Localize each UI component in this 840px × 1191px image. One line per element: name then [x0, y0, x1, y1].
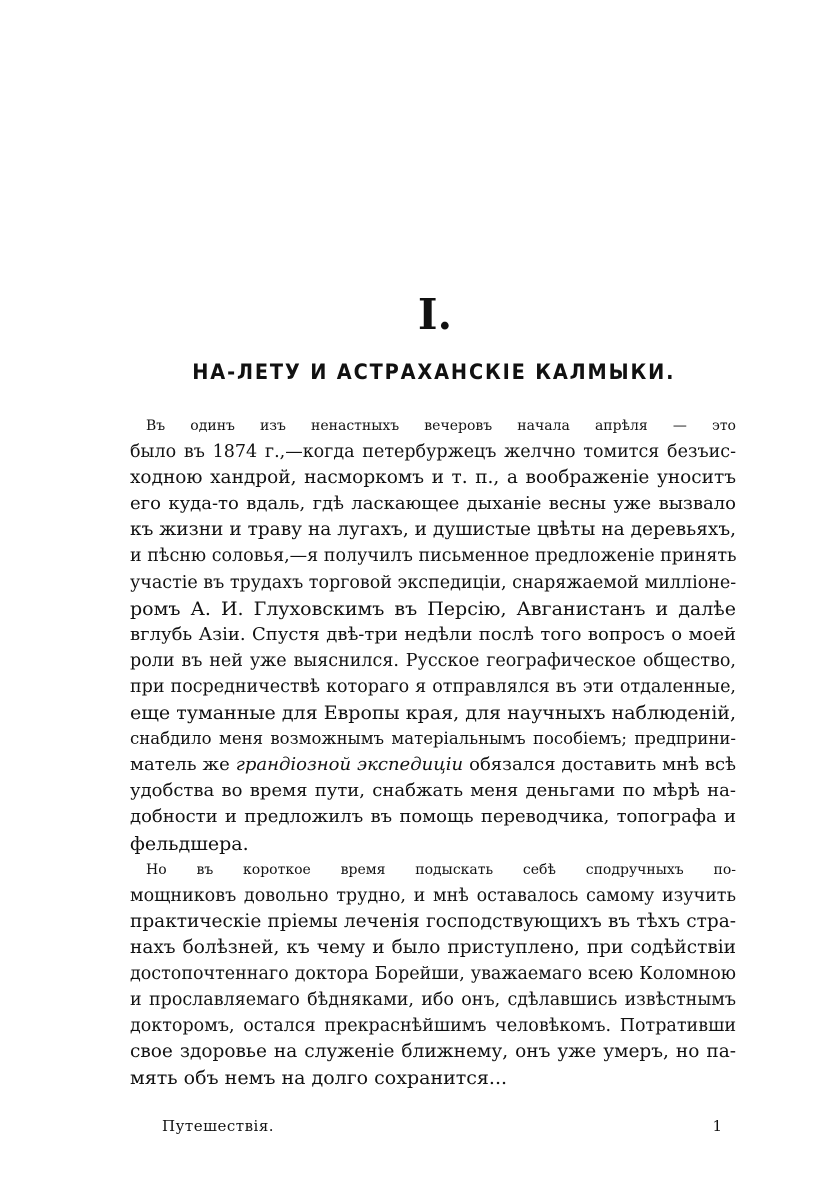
paragraph-1	[130, 413, 736, 857]
italic-phrase: грандіозной экспедиціи	[235, 754, 464, 776]
text-line: при посредничествѣ котораго я отправлялся въ эти отдаленные,	[130, 676, 736, 697]
text-line: его куда-то вдаль, гдѣ ласкающее дыханіе весны уже вызвало	[130, 493, 736, 515]
text-line: удобства во время пути, снабжать меня деньгами по мѣрѣ на-	[130, 780, 736, 802]
text-line: достопочтеннаго доктора Борейши, уважаемаго всею Коломною	[130, 963, 736, 984]
text-line: докторомъ, остался прекраснѣйшимъ человѣкомъ. Потративши	[130, 1016, 736, 1037]
text-line: Но въ короткое время подыскать себѣ сподручныхъ по-	[146, 861, 736, 878]
text-line: и прославляемаго бѣдняками, ибо онъ, сдѣлавшись извѣстнымъ	[130, 990, 736, 1011]
text-line: ходною хандрой, насморкомъ и т. п., а воображеніе уноситъ	[130, 467, 736, 489]
text-line: ромъ А. И. Глуховскимъ въ Персію, Авганистанъ и далѣе	[130, 597, 736, 620]
text-line: мять объ немъ на долго сохранится...	[130, 1067, 508, 1090]
text-run: обязался доставить мнѣ всѣ	[463, 754, 736, 776]
text-line: фельдшера.	[130, 832, 249, 855]
signature-mark: Путешествія.	[162, 1117, 275, 1135]
text-line-with-italic	[130, 752, 736, 778]
body-text	[130, 413, 736, 1091]
text-line: нахъ болѣзней, къ чему и было приступлено, при содѣйствіи	[130, 936, 736, 958]
text-run: матель же	[130, 754, 236, 776]
text-line: снабдило меня возможнымъ матеріальнымъ пособіемъ; предприни-	[130, 729, 736, 749]
chapter-title: НА-ЛЕТУ И АСТРАХАНСКІЕ КАЛМЫКИ.	[192, 360, 676, 384]
text-line: Въ одинъ изъ ненастныхъ вечеровъ начала апрѣля — это	[146, 418, 736, 434]
text-line: и пѣсню соловья,—я получилъ письменное предложеніе принять	[130, 546, 737, 567]
chapter-number: I.	[417, 290, 453, 339]
text-line: мощниковъ довольно трудно, и мнѣ оставалось самому изучить	[130, 885, 736, 906]
paragraph-2	[130, 857, 736, 1092]
text-line: добности и предложилъ въ помощь переводчика, топографа и	[130, 806, 736, 828]
text-line: вглубь Азіи. Спустя двѣ-три недѣли послѣ того вопросъ о моей	[130, 623, 736, 645]
text-line: было въ 1874 г.,—когда петербуржецъ желчно томится безъис-	[130, 442, 736, 463]
sheet-number: 1	[712, 1117, 722, 1135]
text-line: участіе въ трудахъ торговой экспедиціи, снаряжаемой милліоне-	[130, 572, 737, 593]
text-line: къ жизни и траву на лугахъ, и душистые цвѣты на деревьяхъ,	[130, 519, 736, 541]
text-line: практическіе пріемы леченія господствующихъ въ тѣхъ стра-	[130, 910, 736, 932]
text-line: свое здоровье на служеніе ближнему, онъ уже умеръ, но па-	[130, 1041, 736, 1063]
text-line: роли въ ней уже выяснился. Русское географическое общество,	[130, 650, 736, 671]
text-line: еще туманные для Европы края, для научныхъ наблюденій,	[130, 702, 736, 725]
